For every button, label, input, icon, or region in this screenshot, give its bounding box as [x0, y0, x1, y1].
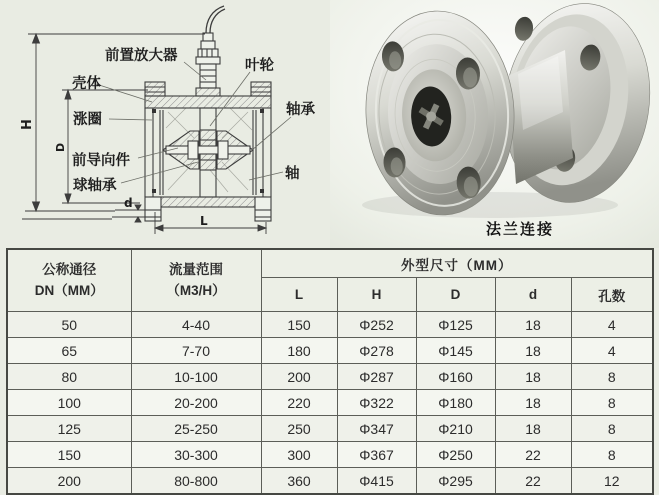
table-cell: 30-300 [131, 442, 261, 468]
table-cell: 220 [261, 390, 337, 416]
table-cell: 200 [7, 468, 131, 495]
table-cell: 12 [571, 468, 653, 495]
header-flow-range-line1: 流量范围 [169, 262, 223, 278]
label-bearing: 轴承 [286, 102, 315, 118]
table-cell: 150 [7, 442, 131, 468]
table-cell: Φ250 [416, 442, 495, 468]
table-cell: 18 [495, 338, 571, 364]
header-dim-d: d [495, 278, 571, 312]
table-cell: 22 [495, 442, 571, 468]
table-cell: Φ160 [416, 364, 495, 390]
table-cell: 20-200 [131, 390, 261, 416]
dim-label-D: D [54, 142, 67, 152]
table-cell: 50 [7, 312, 131, 338]
dim-label-H: H [20, 119, 35, 130]
table-cell: Φ180 [416, 390, 495, 416]
header-nominal-diameter [7, 249, 131, 312]
table-cell: 360 [261, 468, 337, 495]
table-row [7, 338, 653, 364]
table-cell: Φ347 [337, 416, 416, 442]
table-cell: 80 [7, 364, 131, 390]
spec-table-body [7, 312, 653, 495]
header-dim-L: L [261, 278, 337, 312]
table-cell: Φ145 [416, 338, 495, 364]
impeller-assembly [163, 108, 253, 197]
table-cell: Φ210 [416, 416, 495, 442]
table-cell: 10-100 [131, 364, 261, 390]
table-cell: 8 [571, 416, 653, 442]
table-cell: 300 [261, 442, 337, 468]
header-flow-range-line2: （M3/H） [166, 282, 226, 298]
label-expansion-ring: 涨圈 [73, 112, 102, 128]
header-nominal-diameter-line2: DN（MM） [34, 282, 104, 298]
product-photo [330, 0, 659, 248]
table-row [7, 442, 653, 468]
label-shaft: 轴 [285, 166, 300, 182]
table-cell: 100 [7, 390, 131, 416]
header-hole-count: 孔数 [571, 278, 653, 312]
table-cell: 22 [495, 468, 571, 495]
table-cell: 125 [7, 416, 131, 442]
table-row [7, 390, 653, 416]
table-cell: Φ322 [337, 390, 416, 416]
table-cell: 8 [571, 390, 653, 416]
header-nominal-diameter-line1: 公称通径 [42, 262, 97, 278]
table-row [7, 312, 653, 338]
table-cell: 7-70 [131, 338, 261, 364]
table-cell: 25-250 [131, 416, 261, 442]
table-cell: 18 [495, 416, 571, 442]
table-cell: 18 [495, 364, 571, 390]
table-row [7, 364, 653, 390]
header-flow-range [131, 249, 261, 312]
table-cell: 18 [495, 390, 571, 416]
table-cell: Φ415 [337, 468, 416, 495]
table-cell: 80-800 [131, 468, 261, 495]
table-cell: 250 [261, 416, 337, 442]
photo-caption: 法兰连接 [485, 221, 554, 238]
spec-table [6, 248, 654, 495]
dim-label-L: L [200, 214, 208, 228]
table-cell: 65 [7, 338, 131, 364]
table-cell: 150 [261, 312, 337, 338]
flow-meter-diagram-svg [0, 0, 335, 248]
header-outer-dimensions: 外型尺寸（MM） [261, 249, 653, 278]
table-cell: 4 [571, 338, 653, 364]
product-photo-svg [330, 0, 659, 248]
label-ball-bearing: 球轴承 [73, 178, 117, 194]
preamp-sensor [196, 6, 225, 96]
table-cell: 200 [261, 364, 337, 390]
table-cell: Φ287 [337, 364, 416, 390]
table-cell: 8 [571, 442, 653, 468]
table-row [7, 416, 653, 442]
dim-label-d: d [124, 196, 133, 210]
table-row [7, 468, 653, 495]
table-cell: 18 [495, 312, 571, 338]
label-front-guide: 前导向件 [72, 153, 130, 169]
label-impeller: 叶轮 [245, 58, 274, 74]
table-cell: Φ252 [337, 312, 416, 338]
flow-meter-diagram [0, 0, 335, 248]
header-dim-D: D [416, 278, 495, 312]
table-cell: 4 [571, 312, 653, 338]
header-dim-H: H [337, 278, 416, 312]
table-cell: Φ125 [416, 312, 495, 338]
table-cell: Φ278 [337, 338, 416, 364]
table-cell: Φ295 [416, 468, 495, 495]
spec-table-header [7, 249, 653, 312]
table-cell: 180 [261, 338, 337, 364]
table-cell: 8 [571, 364, 653, 390]
table-cell: 4-40 [131, 312, 261, 338]
table-cell: Φ367 [337, 442, 416, 468]
label-preamplifier: 前置放大器 [105, 48, 178, 64]
label-housing: 壳体 [72, 76, 101, 92]
